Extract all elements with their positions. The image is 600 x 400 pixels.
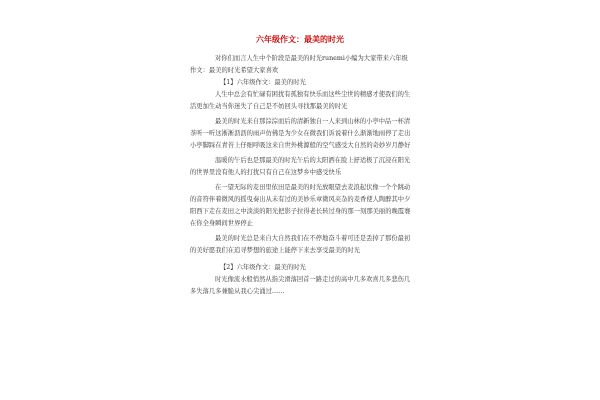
paragraph: 在一望无际的麦田里依田是最美的时光放眼望去麦浪起伏像一个个跳动的音符伴着微风的摇曳奏出从未有过的美妙乐章微风夹杂的麦香使人陶醉其中夕阳西下走在麦田之中淡淡的阳光把影子拉得老长转过身的那一刻那美丽的晚霞褰在你全身瞬间世界停止 <box>190 184 411 227</box>
paragraph: 最美的时光来自那淙淙而后的清新独自一人来到山林的小亭中品一杯清茶听一听这淅淅沥沥的雨声仿佛是为少女在微我们诉说着什么渐渐地雨停了走出小亭脚踩在青苔上仔细呼吸这来自世外桃源般的空气感受大自然的奇妙岁月静好 <box>190 118 411 149</box>
section-heading-2: 【2】六年级作文：最美的时光 <box>220 264 306 271</box>
paragraph: 温暖的午后也是那最美的时光午后的太阳洒在脸上舒适极了沉浸在阳光的世界里没有他人的打扰只有自己在这梦乡中感受快乐 <box>190 157 411 176</box>
paragraph-intro: 对你们而言人生中个阶段是最美的时光runemi小编为大家带来六年级作文：最美的时光希望大家喜欢 <box>190 55 408 74</box>
paragraph: 最美的时光总是来自大自然我们在不停地奋斗着可还是丢掉了那份最初的美好愿我们在追寻梦想的旅途上能停下来去享受最美的时光 <box>190 235 411 254</box>
paragraph: 时光像流水般悄然从指尖滑落回首一路走过的高中几多欢喜几多悲伤几多失落几多兼脆从我心尖涌过…… <box>190 276 411 295</box>
section-heading-1: 【1】六年级作文：最美的时光 <box>220 79 306 86</box>
document-body <box>190 53 412 298</box>
paragraph: 人生中总会有忙碌有困扰有孤独有快乐而这些尘世的精感才使我们的生活更加生动当你迷失了自己是不妨回头寻找那最美的时光 <box>190 91 411 110</box>
document-title: 六年级作文：最美的时光 <box>256 34 344 44</box>
